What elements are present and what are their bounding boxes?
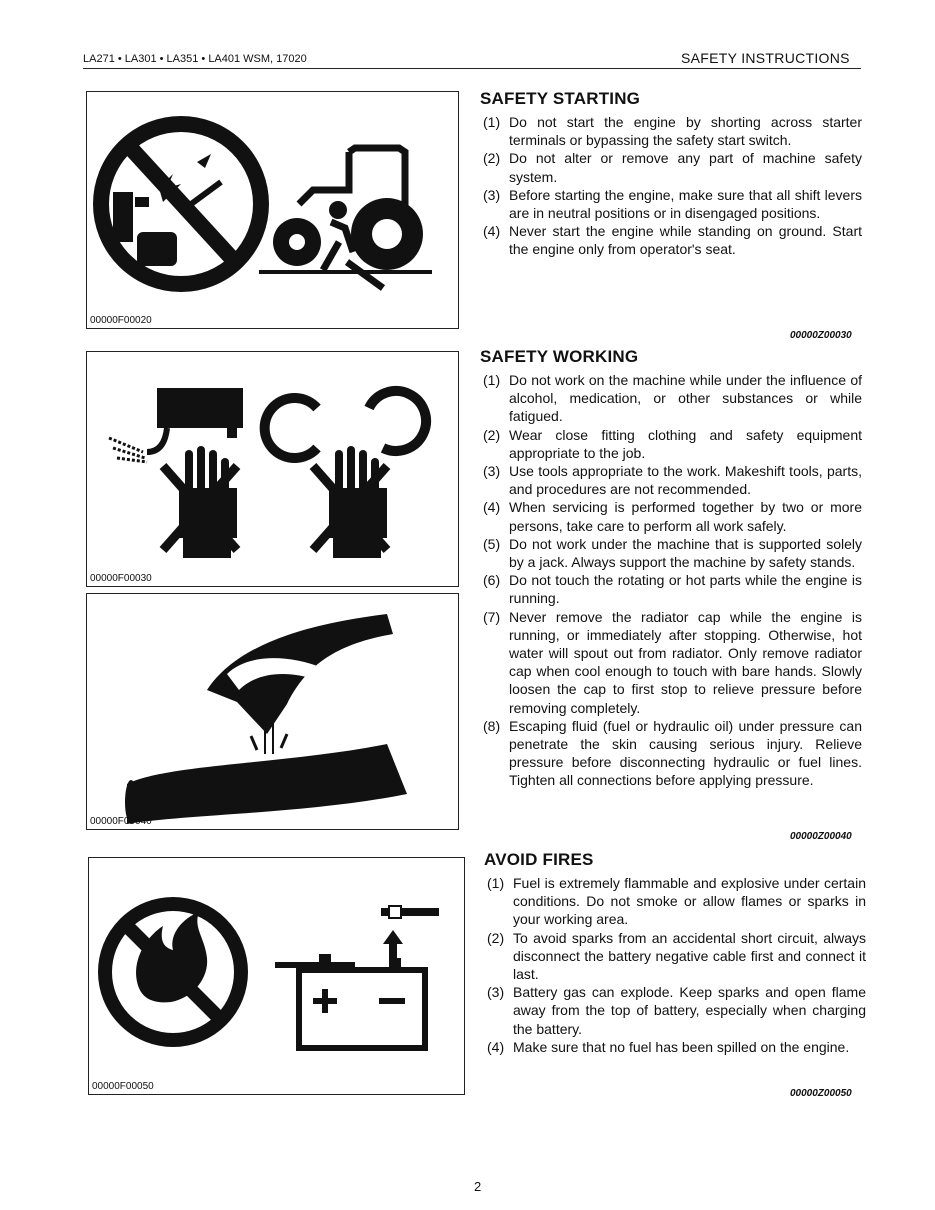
list-item: (6) Do not touch the rotating or hot parts while the engine is running.	[483, 572, 862, 607]
instruction-list	[480, 371, 862, 790]
list-item: (2) Do not alter or remove any part of machine safety system.	[483, 150, 862, 185]
pressurized-fluid-penetration-icon	[87, 594, 460, 831]
header-rule	[83, 68, 861, 69]
page-number: 2	[474, 1179, 482, 1194]
list-item: (2) Wear close fitting clothing and safety equipment appropriate to the job.	[483, 426, 862, 461]
section-title: AVOID FIRES	[484, 850, 594, 869]
list-item: (2) To avoid sparks from an accidental short circuit, always disconnect the battery negative cable first and connect it last.	[487, 929, 866, 983]
list-item: (3) Use tools appropriate to the work. Makeshift tools, parts, and procedures are not recommended.	[483, 463, 862, 498]
list-item: (7) Never remove the radiator cap while the engine is running, or immediately after stopping. Otherwise, hot water will spout out from radiator. Only remove radiator cap when cool enough to touch with bare hands. Slowly loosen the cap to first stop to relieve pressure before removing completely.	[483, 608, 862, 716]
figure-code: 00000F00020	[90, 315, 152, 326]
list-item: (5) Do not work under the machine that is supported solely by a jack. Always support the machine by safety stands.	[483, 535, 862, 571]
list-item: (8) Escaping fluid (fuel or hydraulic oil) under pressure can penetrate the skin causing serious injury. Relieve pressure before disconnecting hydraulic or fuel lines. Tighten all connections before applying pressure.	[483, 717, 862, 789]
section-safety-starting	[480, 89, 862, 259]
no-fire-near-battery-icon	[89, 858, 466, 1096]
list-item: (3) Battery gas can explode. Keep sparks and open flame away from the top of battery, especially when charging the battery.	[487, 984, 866, 1037]
section-reference-code: 00000Z00050	[790, 1088, 852, 1099]
section-title: SAFETY STARTING	[480, 89, 641, 108]
figure-code: 00000F00030	[90, 573, 152, 584]
figure-code: 00000F00040	[90, 816, 152, 827]
figure-rotating-parts	[86, 351, 459, 587]
section-title: SAFETY WORKING	[480, 347, 639, 366]
figure-avoid-fires	[88, 857, 465, 1095]
instruction-list	[484, 874, 866, 1056]
section-reference-code: 00000Z00040	[790, 831, 852, 842]
list-item: (4) Make sure that no fuel has been spilled on the engine.	[487, 1038, 850, 1055]
instruction-list	[480, 113, 862, 259]
header-models: LA271 • LA301 • LA351 • LA401 WSM, 17020	[83, 53, 307, 65]
list-item: (3) Before starting the engine, make sure that all shift levers are in neutral positions or in disengaged positions.	[483, 186, 862, 222]
list-item: (1) Do not start the engine by shorting across starter terminals or bypassing the safety start switch.	[483, 114, 862, 149]
section-avoid-fires	[484, 850, 866, 1056]
figure-safety-starting	[86, 91, 459, 329]
section-reference-code: 00000Z00030	[790, 330, 852, 341]
list-item: (4) When servicing is performed together by two or more persons, take care to perform all work safely.	[483, 499, 862, 534]
list-item: (4) Never start the engine while standing on ground. Start the engine only from operator's seat.	[483, 223, 862, 258]
figure-pressurized-fluid	[86, 593, 459, 830]
list-item: (1) Do not work on the machine while under the influence of alcohol, medication, or other substances or while fatigued.	[483, 372, 862, 425]
figure-code: 00000F00050	[92, 1081, 154, 1092]
no-hands-near-rotating-parts-icon	[87, 352, 460, 588]
no-shorting-starter-and-runover-icon	[87, 92, 460, 330]
header-section-title: SAFETY INSTRUCTIONS	[681, 50, 850, 66]
list-item: (1) Fuel is extremely flammable and explosive under certain conditions. Do not smoke or allow flames or sparks in your working area.	[487, 875, 866, 928]
section-safety-working	[480, 347, 862, 790]
